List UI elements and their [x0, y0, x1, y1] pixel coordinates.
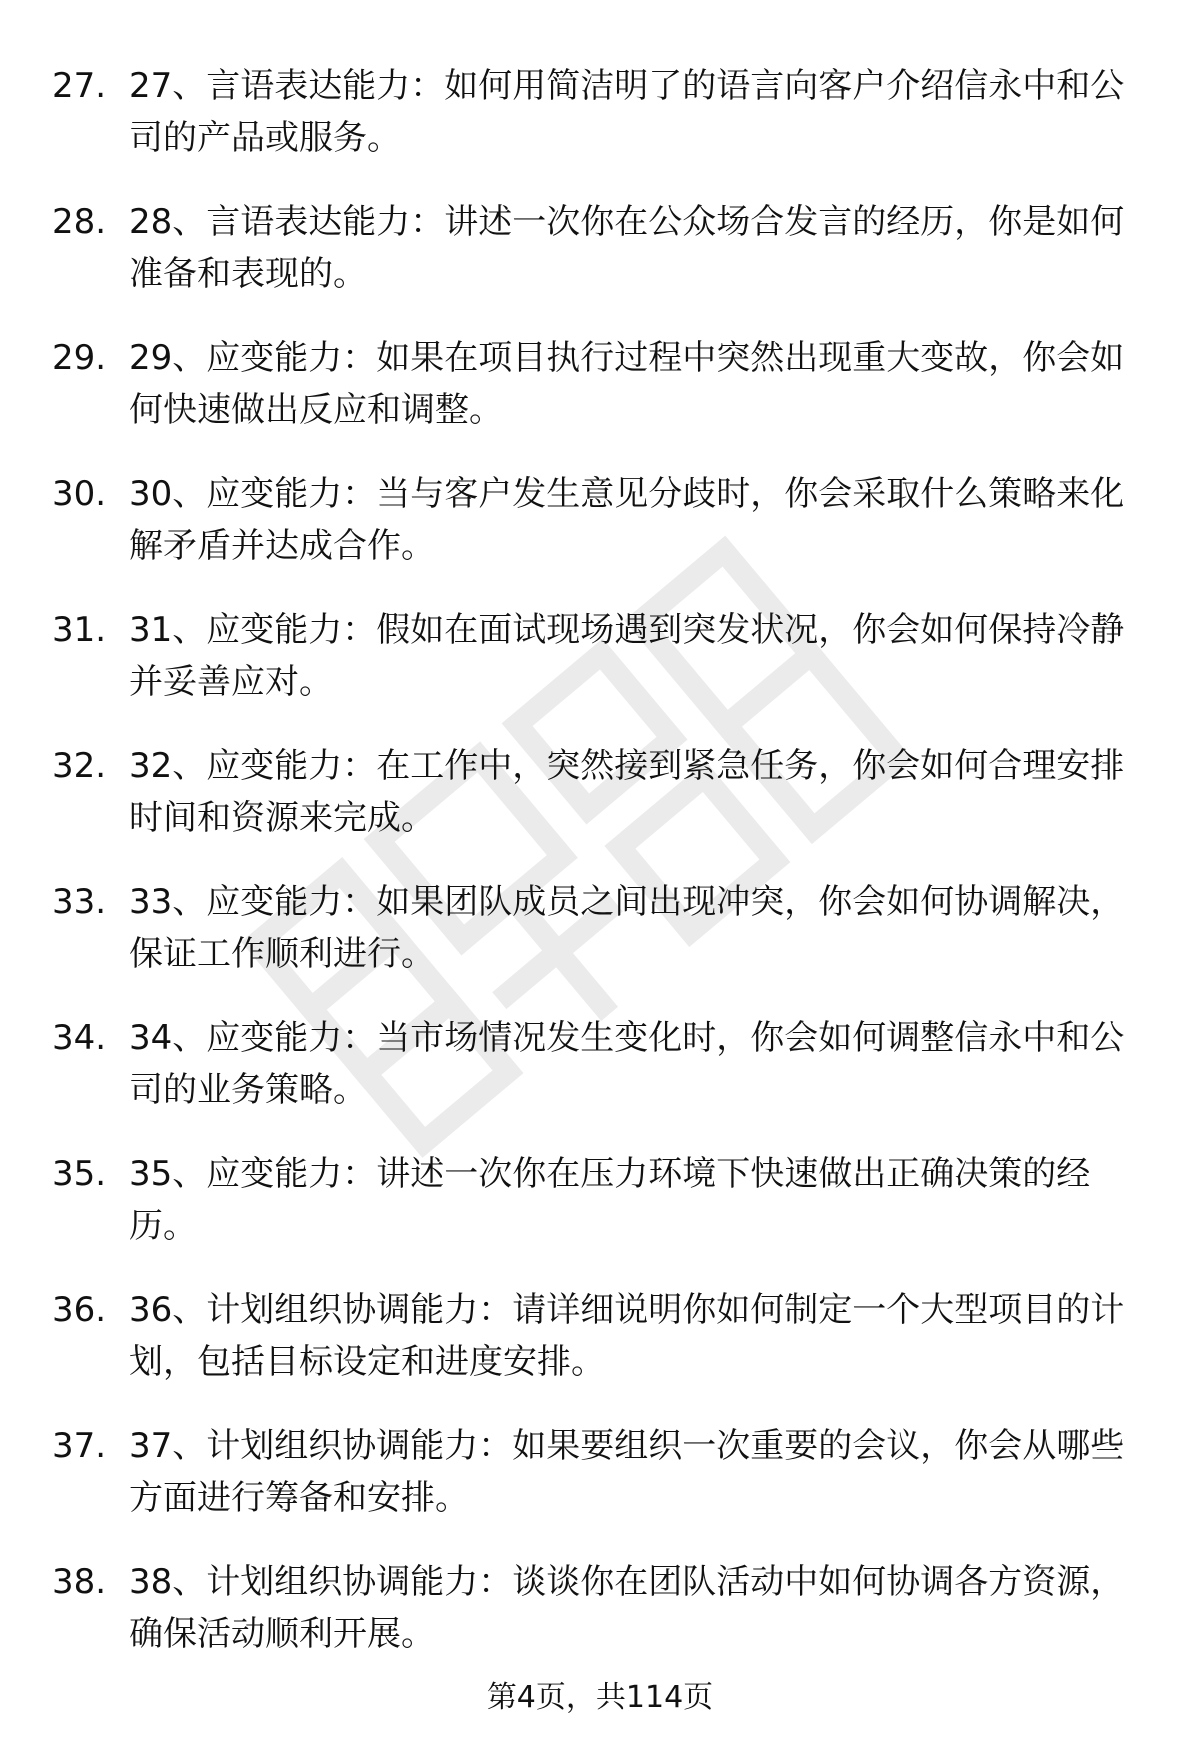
item-text: 29、应变能力：如果在项目执行过程中突然出现重大变故，你会如何快速做出反应和调整。: [129, 338, 1125, 430]
list-item: [52, 332, 1147, 468]
list-item: [52, 1420, 1147, 1556]
item-text: 38、计划组织协调能力：谈谈你在团队活动中如何协调各方资源，确保活动顺利开展。: [129, 1562, 1125, 1654]
item-number: 30.: [52, 474, 107, 514]
item-text: 37、计划组织协调能力：如果要组织一次重要的会议，你会从哪些方面进行筹备和安排。: [129, 1426, 1125, 1518]
item-text: 32、应变能力：在工作中，突然接到紧急任务，你会如何合理安排时间和资源来完成。: [129, 746, 1125, 838]
item-text: 33、应变能力：如果团队成员之间出现冲突，你会如何协调解决，保证工作顺利进行。: [129, 882, 1125, 974]
item-number: 35.: [52, 1154, 107, 1194]
item-number: 37.: [52, 1426, 107, 1466]
item-text: 27、言语表达能力：如何用简洁明了的语言向客户介绍信永中和公司的产品或服务。: [129, 66, 1125, 158]
page-footer: 第4页，共114页: [486, 1680, 714, 1715]
item-text: 30、应变能力：当与客户发生意见分歧时，你会采取什么策略来化解矛盾并达成合作。: [129, 474, 1125, 566]
item-text: 35、应变能力：讲述一次你在压力环境下快速做出正确决策的经历。: [129, 1154, 1091, 1246]
item-number: 34.: [52, 1018, 107, 1058]
item-text: 28、言语表达能力：讲述一次你在公众场合发言的经历，你是如何准备和表现的。: [129, 202, 1125, 294]
item-number: 29.: [52, 338, 107, 378]
item-number: 36.: [52, 1290, 107, 1330]
list-item: [52, 740, 1147, 876]
item-number: 38.: [52, 1562, 107, 1602]
item-number: 31.: [52, 610, 107, 650]
list-item: [52, 1012, 1147, 1148]
list-item: [52, 1284, 1147, 1420]
item-number: 28.: [52, 202, 107, 242]
list-item: [52, 1148, 1147, 1284]
item-text: 34、应变能力：当市场情况发生变化时，你会如何调整信永中和公司的业务策略。: [129, 1018, 1125, 1110]
item-text: 36、计划组织协调能力：请详细说明你如何制定一个大型项目的计划，包括目标设定和进度安排。: [129, 1290, 1125, 1382]
list-item: [52, 60, 1147, 196]
item-number: 33.: [52, 882, 107, 922]
list-item: [52, 196, 1147, 332]
question-list: [52, 60, 1147, 1692]
list-item: [52, 468, 1147, 604]
item-text: 31、应变能力：假如在面试现场遇到突发状况，你会如何保持冷静并妥善应对。: [129, 610, 1125, 702]
list-item: [52, 1556, 1147, 1692]
item-number: 27.: [52, 66, 107, 106]
list-item: [52, 604, 1147, 740]
list-item: [52, 876, 1147, 1012]
item-number: 32.: [52, 746, 107, 786]
